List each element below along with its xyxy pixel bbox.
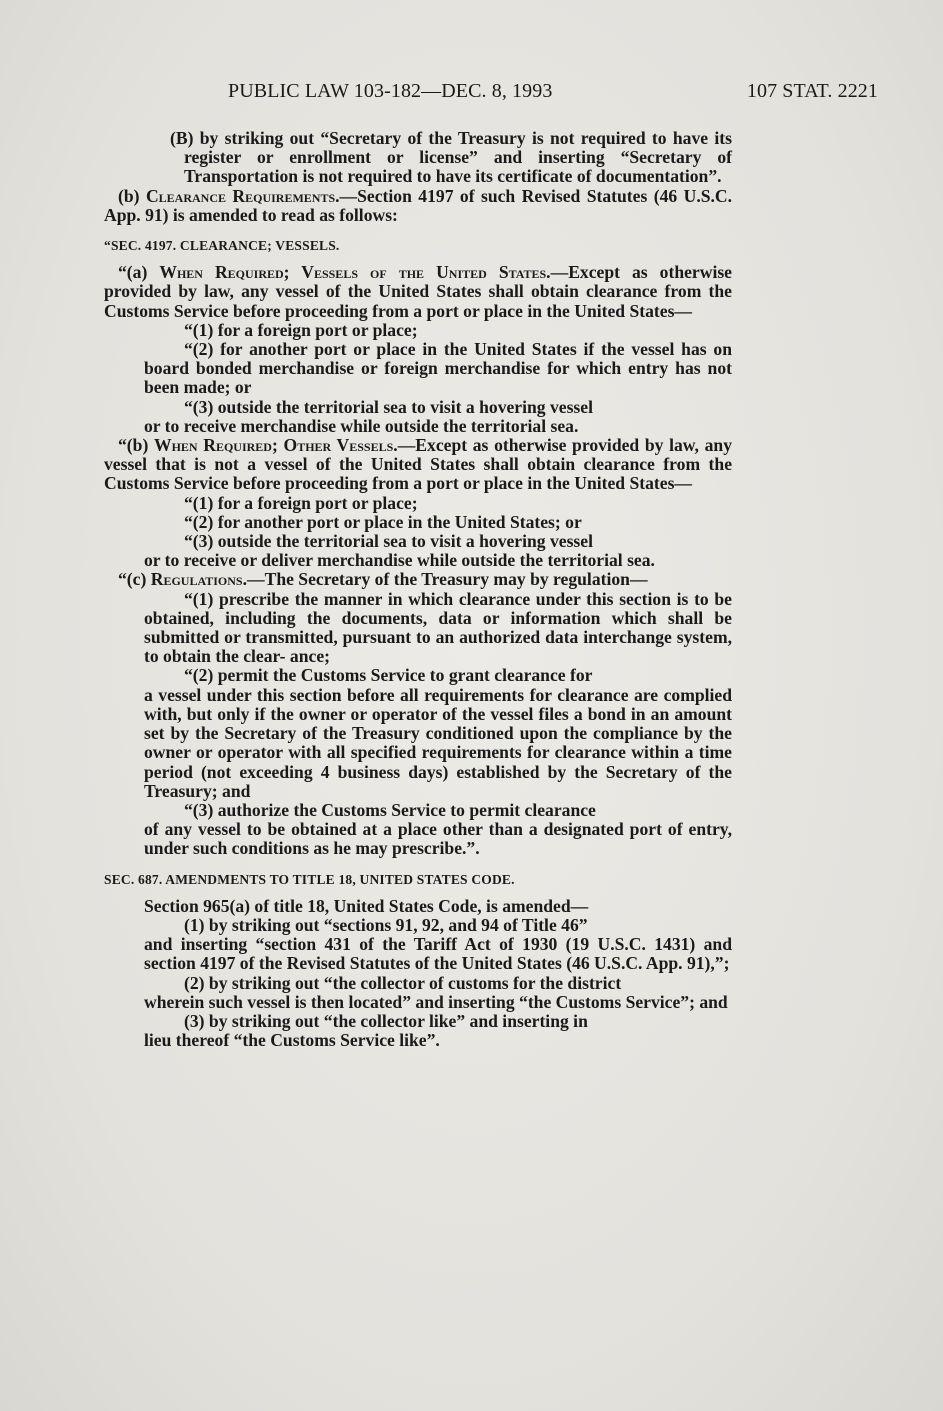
subsection-a-3-rest: or to receive merchandise while outside the territorial sea. <box>144 415 579 436</box>
page-header <box>228 80 878 108</box>
header-stat-page: 107 STAT. 2221 <box>746 80 878 102</box>
subsection-c-3-rest: of any vessel to be obtained at a place other than a designated port of entry, under such conditions as he may prescribe.”. <box>144 819 732 859</box>
subsection-a-3-first: “(3) outside the territorial sea to visit a hovering vessel <box>184 396 593 417</box>
caption-clearance-requirements: Clearance Requirements. <box>145 185 340 206</box>
para-text: —Except as otherwise provided by law, any vessel of the United States shall obtain clearance from the Customs Service before proceeding from a port or place in the United States— <box>104 262 732 321</box>
subsection-c-2-first: “(2) permit the Customs Service to grant clearance for <box>184 665 593 686</box>
para-label: “(a) <box>118 262 160 283</box>
section-687-intro: Section 965(a) of title 18, United States Code, is amended— <box>144 895 589 916</box>
section-heading-4197: “SEC. 4197. CLEARANCE; VESSELS. <box>104 238 340 254</box>
para-text: —Section 4197 of such Revised Statutes (46 U.S.C. App. 91) is amended to read as follows: <box>104 185 733 225</box>
para-label: (b) <box>118 185 146 206</box>
caption-other-vessels: When Required; Other Vessels. <box>153 435 398 456</box>
subsection-b <box>104 436 732 494</box>
section-heading-687: SEC. 687. AMENDMENTS TO TITLE 18, UNITED STATES CODE. <box>104 871 515 887</box>
subsection-b-3-rest: or to receive or deliver merchandise while outside the territorial sea. <box>144 550 655 571</box>
section-687-2-rest: wherein such vessel is then located” and inserting “the Customs Service”; and <box>144 991 728 1012</box>
caption-regulations: Regulations. <box>150 569 247 590</box>
para-text: “(1) for a foreign port or place; <box>184 319 418 340</box>
section-687-1-first: (1) by striking out “sections 91, 92, and 94 of Title 46” <box>184 914 588 935</box>
subsection-b-2: “(2) for another port or place in the United States; or <box>184 511 582 532</box>
header-law-citation: PUBLIC LAW 103-182—DEC. 8, 1993 <box>228 80 553 102</box>
subsection-c-1: “(1) prescribe the manner in which clearance under this section is to be obtained, including the documents, data or information which shall be submitted or transmitted, pursuant to an authorized data interchange system, to obtain the clear- ance; <box>144 588 732 667</box>
para-label: “(c) <box>118 569 151 590</box>
subsection-c-2-rest: a vessel under this section before all requirements for clearance are complied with, but only if the owner or operator of the vessel files a bond in an amount set by the Secretary of the Treasury conditioned upon the compliance by the owner or operator with all specified requirements for clearance within a time period (not exceeding 4 business days) established by the Secretary of the Treasury; and <box>144 684 732 801</box>
subsection-a <box>104 263 732 321</box>
subsection-a-2: “(2) for another port or place in the United States if the vessel has on board bonded merchandise or foreign merchandise for which entry has not been made; or <box>144 339 732 398</box>
subsection-b-1: “(1) for a foreign port or place; <box>184 492 418 513</box>
subsection-c-3-first: “(3) authorize the Customs Service to permit clearance <box>184 799 596 820</box>
subsection-a-1 <box>104 321 732 340</box>
paragraph-b-striking: (B) by striking out “Secretary of the Treasury is not required to have its register or enrollment or license” and inserting “Secretary of Transportation is not required to have its certificate of documentation”. <box>170 128 732 187</box>
document-body <box>104 129 732 1050</box>
para-text: —The Secretary of the Treasury may by regulation— <box>246 569 648 590</box>
para-text: —Except as otherwise provided by law, any vessel that is not a vessel of the United States shall obtain clearance from the Customs Service before proceeding from a port or place in the United States— <box>104 435 732 494</box>
para-label: “(b) <box>118 435 154 456</box>
paragraph-clearance-requirements <box>104 187 732 225</box>
section-687-3-first: (3) by striking out “the collector like” and inserting in <box>184 1010 588 1031</box>
section-687-1-rest: and inserting “section 431 of the Tariff Act of 1930 (19 U.S.C. 1431) and section 4197 of the Revised Statutes of the United States (46 U.S.C. App. 91),”; <box>144 934 732 974</box>
section-687-2-first: (2) by striking out “the collector of customs for the district <box>184 972 622 993</box>
section-687-3-rest: lieu thereof “the Customs Service like”. <box>144 1030 440 1051</box>
caption-vessels-of-us: When Required; Vessels of the United States. <box>159 262 551 283</box>
subsection-b-3-first: “(3) outside the territorial sea to visit a hovering vessel <box>184 531 593 552</box>
subsection-c <box>104 570 732 589</box>
